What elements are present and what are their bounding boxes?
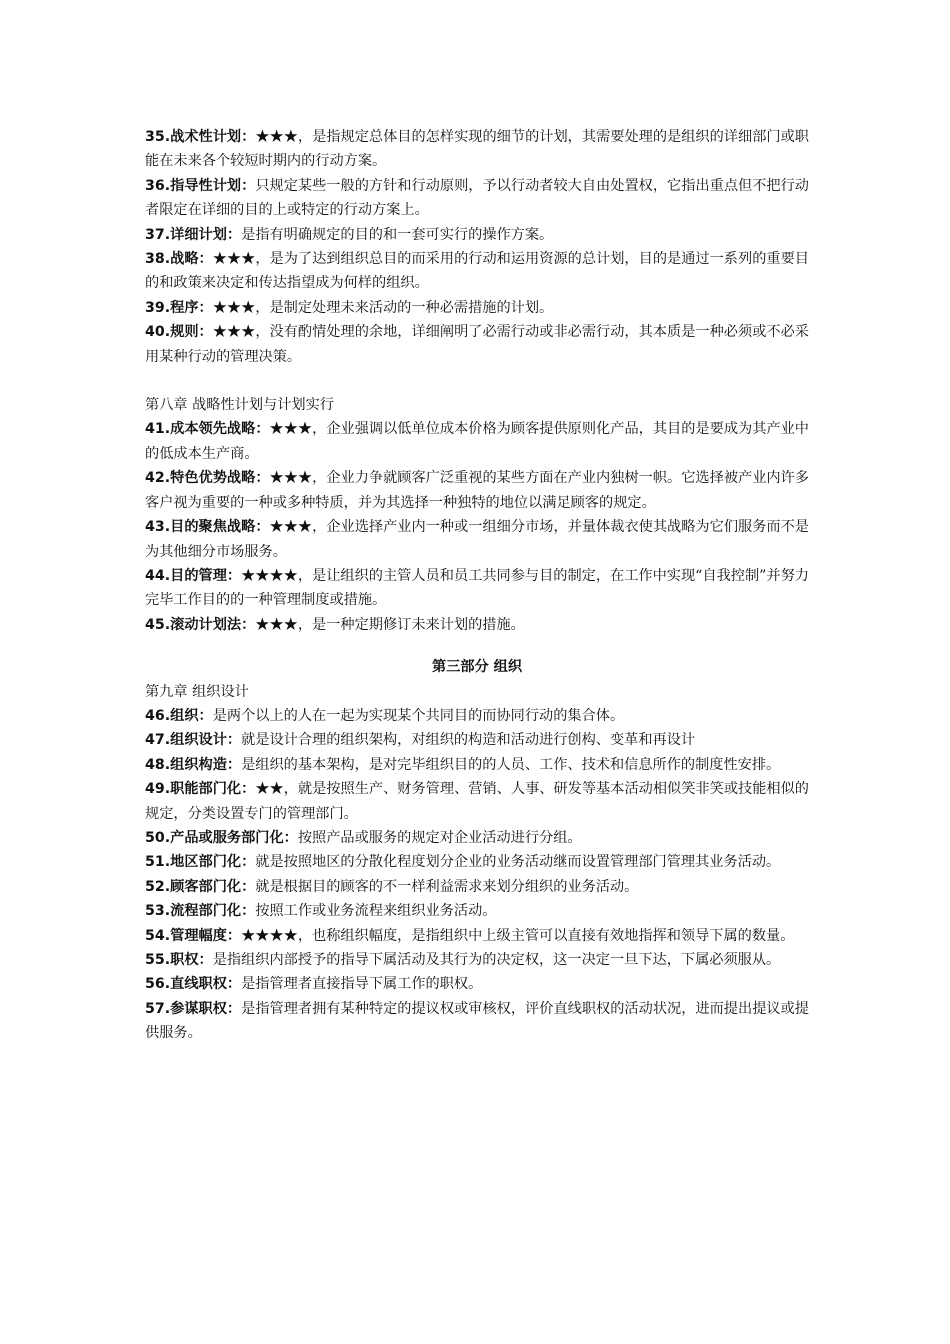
term-heading: 45.滚动计划法：: [145, 616, 256, 633]
term-entry: [145, 223, 809, 247]
term-entry: [145, 875, 809, 899]
term-heading: 56.直线职权：: [145, 976, 242, 993]
entries-group-c: [145, 704, 809, 1046]
term-heading: 38.战略：: [145, 251, 213, 268]
chapter-heading: 第九章 组织设计: [145, 683, 249, 700]
term-entry: [145, 948, 809, 972]
term-entry: [145, 728, 809, 752]
term-entry: [145, 564, 809, 613]
term-definition: ★★，就是按照生产、财务管理、营销、人事、研发等基本活动相似笑非笑或技能相似的规定，分类设置专门的管理部门。: [145, 781, 809, 822]
term-heading: 50.产品或服务部门化：: [145, 829, 298, 846]
term-definition: ★★★，是为了达到组织总目的而采用的行动和运用资源的总计划，目的是通过一系列的重要目的和政策来决定和传达指望成为何样的组织。: [145, 251, 809, 292]
term-heading: 39.程序：: [145, 299, 213, 316]
term-definition: 就是按照地区的分散化程度划分企业的业务活动继而设置管理部门管理其业务活动。: [255, 854, 781, 871]
term-definition: ★★★，是一种定期修订未来计划的措施。: [255, 616, 525, 633]
document-page: [145, 125, 809, 1046]
chapter-heading: 第八章 战略性计划与计划实行: [145, 397, 334, 414]
term-definition: 是指管理者直接指导下属工作的职权。: [241, 976, 483, 993]
term-entry: [145, 753, 809, 777]
term-definition: ★★★，企业强调以低单位成本价格为顾客提供原则化产品，其目的是要成为其产业中的低成本生产商。: [145, 421, 809, 462]
term-definition: 只规定某些一般的方针和行动原则，予以行动者较大自由处置权，它指出重点但不把行动者限定在详细的目的上或特定的行动方案上。: [145, 177, 809, 219]
entries-group-a: [145, 125, 809, 369]
term-heading: 43.目的聚焦战略：: [145, 519, 270, 536]
term-definition: 是指管理者拥有某种特定的提议权或审核权，评价直线职权的活动状况，进而提出提议或提供服务。: [145, 1000, 809, 1042]
term-entry: [145, 777, 809, 826]
term-entry: [145, 174, 809, 223]
term-entry: [145, 515, 809, 564]
term-entry: [145, 704, 809, 728]
term-heading: 48.组织构造：: [145, 756, 242, 773]
term-heading: 54.管理幅度：: [145, 927, 242, 944]
term-heading: 36.指导性计划：: [145, 177, 256, 194]
term-heading: 57.参谋职权：: [145, 1000, 242, 1017]
term-entry: [145, 850, 809, 874]
term-heading: 52.顾客部门化：: [145, 878, 256, 895]
term-definition: 是两个以上的人在一起为实现某个共同目的而协同行动的集合体。: [212, 707, 625, 724]
term-heading: 41.成本领先战略：: [145, 421, 270, 438]
term-definition: 是组织的基本架构，是对完毕组织目的的人员、工作、技术和信息所作的制度性安排。: [241, 756, 781, 773]
term-entry: [145, 466, 809, 515]
term-definition: 按照产品或服务的规定对企业活动进行分组。: [297, 829, 582, 846]
section-spacer: [145, 637, 809, 655]
term-definition: ★★★，企业力争就顾客广泛重视的某些方面在产业内独树一帜。它选择被产业内许多客户视为重要的一种或多种特质，并为其选择一种独特的地位以满足顾客的规定。: [145, 470, 809, 511]
term-definition: ★★★，企业选择产业内一种或一组细分市场，并量体裁衣使其战略为它们服务而不是为其他细分市场服务。: [145, 519, 809, 560]
term-definition: 是指组织内部授予的指导下属活动及其行为的决定权，这一决定一旦下达，下属必须服从。: [212, 952, 781, 968]
term-entry: [145, 296, 809, 320]
section-spacer: [145, 369, 809, 393]
part-heading: 第三部分 组织: [431, 659, 523, 676]
term-entry: [145, 972, 809, 996]
term-heading: 40.规则：: [145, 324, 213, 341]
term-heading: 37.详细计划：: [145, 226, 242, 243]
term-definition: ★★★，没有酌情处理的余地，详细阐明了必需行动或非必需行动，其本质是一种必须或不必采用某种行动的管理决策。: [145, 324, 809, 365]
term-heading: 35.战术性计划：: [145, 129, 256, 145]
term-entry: [145, 924, 809, 948]
term-heading: 42.特色优势战略：: [145, 470, 270, 487]
term-definition: ★★★，是制定处理未来活动的一种必需措施的计划。: [212, 299, 554, 316]
term-heading: 46.组织：: [145, 707, 213, 724]
term-definition: ★★★，是指规定总体目的怎样实现的细节的计划，其需要处理的是组织的详细部门或职能在未来各个较短时期内的行动方案。: [145, 129, 809, 170]
term-definition: 按照工作或业务流程来组织业务活动。: [255, 903, 497, 920]
entries-group-b: [145, 417, 809, 637]
term-heading: 47.组织设计：: [145, 732, 242, 749]
term-heading: 53.流程部门化：: [145, 903, 256, 920]
term-heading: 44.目的管理：: [145, 567, 242, 584]
term-heading: 51.地区部门化：: [145, 854, 256, 871]
term-entry: [145, 125, 809, 174]
term-entry: [145, 320, 809, 369]
term-definition: 就是根据目的顾客的不一样利益需求来划分组织的业务活动。: [255, 878, 639, 895]
term-heading: 49.职能部门化：: [145, 781, 256, 798]
term-entry: [145, 826, 809, 850]
term-entry: [145, 997, 809, 1046]
term-definition: 是指有明确规定的目的和一套可实行的操作方案。: [241, 226, 554, 243]
term-definition: ★★★★，是让组织的主管人员和员工共同参与目的制定，在工作中实现“自我控制”并努力完毕工作目的的一种管理制度或措施。: [145, 567, 809, 609]
term-definition: 就是设计合理的组织架构，对组织的构造和活动进行创构、变革和再设计: [241, 732, 696, 749]
term-entry: [145, 247, 809, 296]
term-heading: 55.职权：: [145, 952, 213, 968]
term-entry: [145, 417, 809, 466]
term-entry: [145, 613, 809, 637]
term-entry: [145, 899, 809, 923]
term-definition: ★★★★，也称组织幅度，是指组织中上级主管可以直接有效地指挥和领导下属的数量。: [241, 927, 795, 944]
